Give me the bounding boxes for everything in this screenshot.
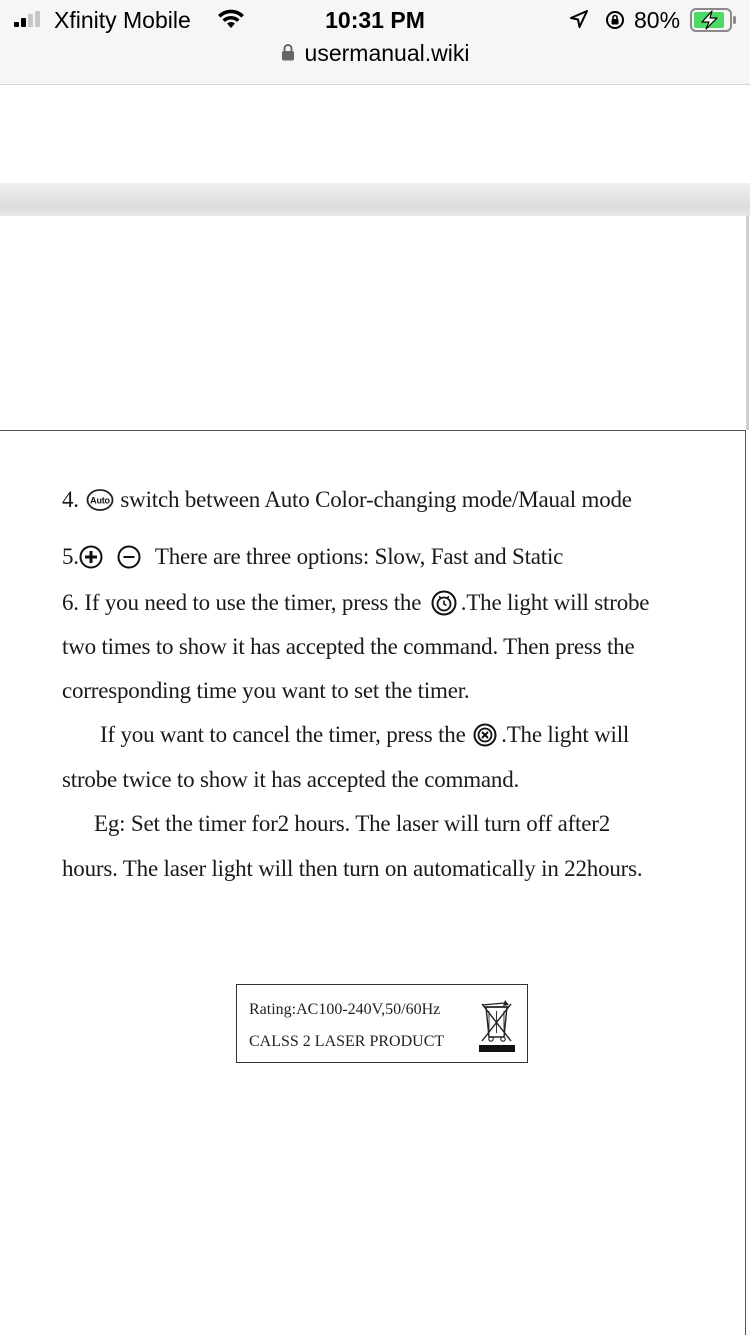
previous-page-area: [0, 85, 750, 183]
battery-percent: 80%: [634, 7, 681, 33]
manual-item-4: [62, 487, 632, 513]
item-text: .The light will: [501, 722, 630, 747]
rating-label: [236, 984, 528, 1063]
weee-bin-icon: [479, 999, 515, 1053]
manual-item-6-line3: corresponding time you want to set the timer.: [62, 678, 470, 703]
page-gap: [0, 183, 750, 216]
manual-item-6-line2: two times to show it has accepted the command. Then press the: [62, 634, 635, 659]
item-number: 4.: [62, 487, 79, 512]
item-text: There are three options: Slow, Fast and Static: [154, 544, 564, 569]
cancel-timer-line2: strobe twice to show it has accepted the command.: [62, 767, 520, 792]
browser-chrome: [0, 0, 750, 85]
item-text: 6. If you need to use the timer, press the: [62, 590, 422, 615]
cancel-timer-line1: [100, 722, 629, 749]
timer-button-icon: [431, 590, 457, 616]
url-text: usermanual.wiki: [304, 40, 470, 66]
manual-item-6-line1: [62, 590, 649, 618]
clock: 10:31 PM: [325, 7, 425, 33]
address-bar[interactable]: [0, 40, 750, 74]
example-line2: hours. The laser light will then turn on automatically in 22hours.: [62, 856, 643, 881]
plus-button-icon: [79, 545, 103, 569]
status-bar: [0, 0, 750, 40]
page-blank-area: [0, 216, 749, 430]
svg-text:Auto: Auto: [90, 495, 111, 506]
item-text: switch between Auto Color-changing mode/Maual mode: [120, 487, 632, 512]
rating-text: Rating:AC100-240V,50/60Hz: [249, 1001, 441, 1018]
cancel-timer-button-icon: [473, 723, 497, 747]
auto-button-icon: [86, 489, 114, 511]
item-text: .The light will strobe: [460, 590, 650, 615]
manual-item-5: [62, 544, 563, 571]
example-line1: Eg: Set the timer for2 hours. The laser will turn off after2: [94, 811, 611, 836]
carrier-name: Xfinity Mobile: [54, 7, 191, 33]
minus-button-icon: [117, 545, 141, 569]
battery-charging-icon: [690, 8, 738, 32]
item-number: 5.: [62, 544, 79, 569]
item-text: If you want to cancel the timer, press the: [100, 722, 466, 747]
laser-class-text: CALSS 2 LASER PRODUCT: [249, 1033, 445, 1050]
lock-icon: [281, 43, 295, 61]
orientation-lock-icon: [605, 10, 625, 30]
location-icon: [570, 10, 588, 28]
